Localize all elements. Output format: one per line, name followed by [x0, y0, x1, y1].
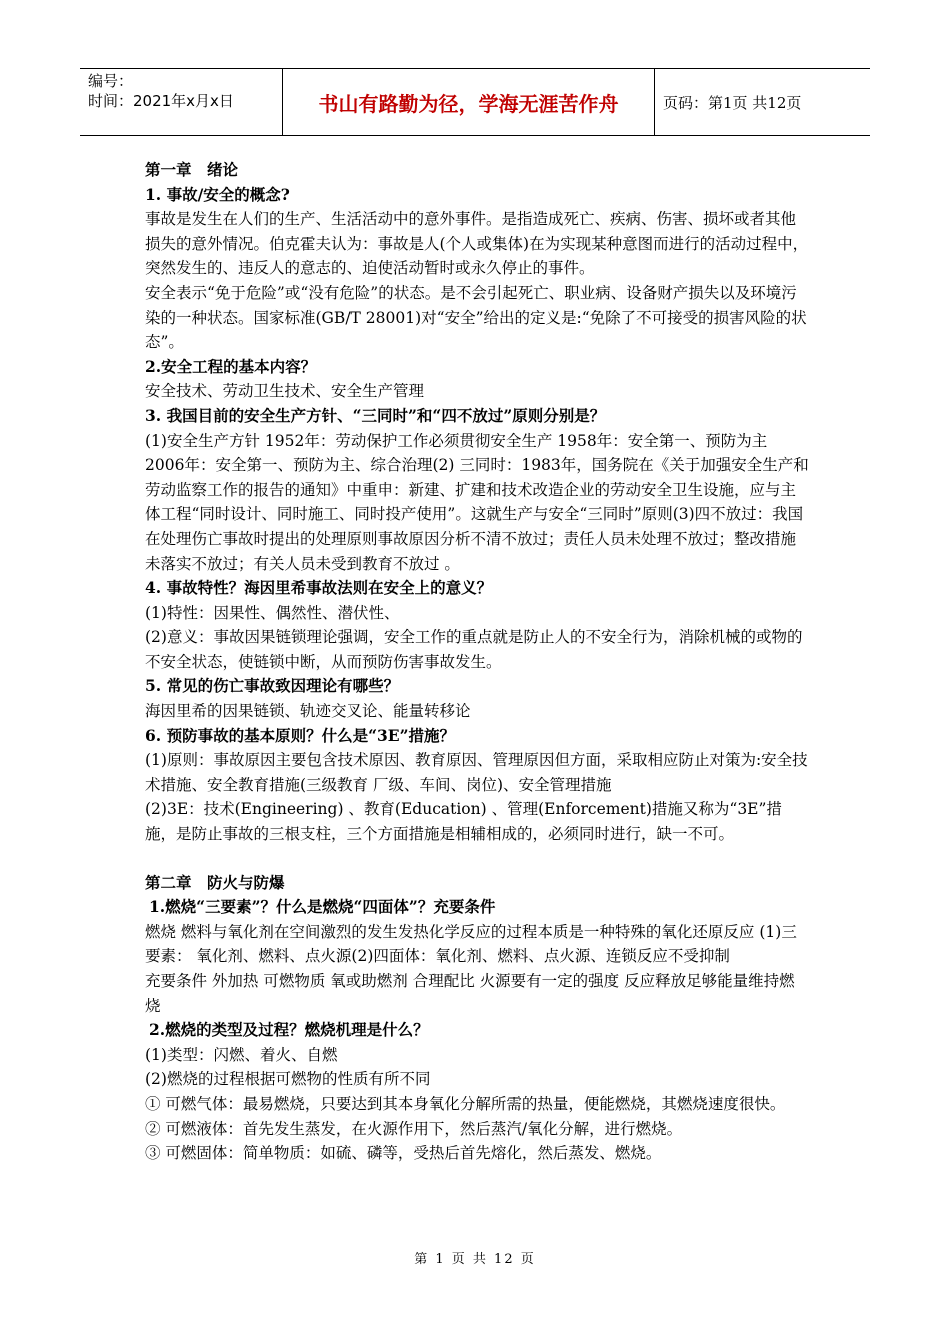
body-paragraph: (1)特性：因果性、偶然性、潜伏性、: [145, 603, 400, 622]
body-paragraph: (2)意义：事故因果链锁理论强调，安全工作的重点就是防止人的不安全行为，消除机械的或物的不安全状态，使链锁中断，从而预防伤害事故发生。: [145, 628, 803, 671]
body-paragraph: (1)原则：事故原因主要包含技术原因、教育原因、管理原因但方面，采取相应防止对策为:安全技术措施、安全教育措施(三级教育 厂级、车间、岗位)、安全管理措施: [145, 751, 808, 794]
header-meta: [80, 69, 283, 135]
paragraph-gap: [145, 847, 810, 871]
section-heading: 5. 常见的伤亡事故致因理论有哪些？: [145, 676, 400, 696]
page-header: [80, 68, 870, 136]
section-heading: 4. 事故特性？海因里希事故法则在安全上的意义？: [145, 578, 493, 598]
page-footer: 第 1 页 共 12 页: [414, 1252, 536, 1267]
body-paragraph: 事故是发生在人们的生产、生活活动中的意外事件。是指造成死亡、疾病、伤害、损坏或者其他损失的意外情况。伯克霍夫认为：事故是人(个人或集体)在为实现某种意图而进行的活动过程中，突然发生的、违反人的意志的、迫使活动暂时或永久停止的事件。: [145, 210, 809, 278]
body-paragraph: (2)燃烧的过程根据可燃物的性质有所不同: [145, 1070, 431, 1089]
body-paragraph: 安全表示“免于危险”或“没有危险”的状态。是不会引起死亡、职业病、设备财产损失以及环境污染的一种状态。国家标准(GB/T 28001)对“安全”给出的定义是:“免除了不可接受的损害风险的状态”。: [145, 283, 807, 352]
header-motto: 书山有路勤为径，学海无涯苦作舟: [283, 69, 655, 135]
section-heading: 2.燃烧的类型及过程？燃烧机理是什么？: [149, 1020, 429, 1040]
body-paragraph: ③ 可燃固体：简单物质：如硫、磷等，受热后首先熔化，然后蒸发、燃烧。: [145, 1144, 662, 1163]
body-paragraph: 安全技术、劳动卫生技术、安全生产管理: [145, 382, 425, 401]
section-heading: 1.燃烧“三要素”？什么是燃烧“四面体”？充要条件: [149, 897, 496, 917]
body-paragraph: 充要条件 外加热 可燃物质 氧或助燃剂 合理配比 火源要有一定的强度 反应释放足够能量维持燃烧: [145, 972, 795, 1015]
body-paragraph: ① 可燃气体：最易燃烧，只要达到其本身氧化分解所需的热量，便能燃烧，其燃烧速度很快。: [145, 1094, 786, 1113]
body-paragraph: 燃烧 燃料与氧化剂在空间激烈的发生发热化学反应的过程本质是一种特殊的氧化还原反应 (1)三要素： 氧化剂、燃料、点火源(2)四面体：氧化剂、燃料、点火源、连锁反应不受抑制: [145, 922, 797, 966]
section-heading: 2.安全工程的基本内容？: [145, 356, 317, 376]
document-body: [145, 158, 810, 1166]
body-paragraph: (1)类型：闪燃、着火、自燃: [145, 1045, 338, 1064]
section-heading: 1. 事故/安全的概念?: [145, 184, 290, 204]
body-paragraph: 海因里希的因果链锁、轨迹交叉论、能量转移论: [145, 702, 471, 721]
section-heading: 3. 我国目前的安全生产方针、“三同时”和“四不放过”原则分别是？: [145, 405, 606, 425]
body-paragraph: ② 可燃液体：首先发生蒸发，在火源作用下，然后蒸汽/氧化分解，进行燃烧。: [145, 1119, 683, 1138]
section-heading: 第二章 防火与防爆: [145, 872, 285, 892]
document-number: 编号：: [88, 72, 134, 90]
body-paragraph: (2)3E：技术(Engineering) 、教育(Education) 、管理(Enforcement)措施又称为“3E”措施，是防止事故的三根支柱，三个方面措施是相辅相成的，必须同时进行，缺一不可。: [145, 800, 782, 844]
section-heading: 6. 预防事故的基本原则？什么是“3E”措施？: [145, 725, 456, 745]
header-page-code: 页码：第1页 共12页: [663, 93, 802, 112]
section-heading: 第一章 绪论: [145, 160, 239, 179]
body-paragraph: (1)安全生产方针 1952年：劳动保护工作必须贯彻安全生产 1958年：安全第一、预防为主 2006年：安全第一、预防为主、综合治理(2) 三同时：1983年，国务院在《关于加强安全生产和劳动监察工作的报告的通知》中重申：新建、扩建和技术改造企业的劳动安全卫生设施，应与主体工程“同时设计、同时施工、同时投产使用”。这就生产与安全“三同时”原则(3)四不放过：我国在处理伤亡事故时提出的处理原则事故原因分析不清不放过；责任人员未处理不放过；整改措施未落实不放过；有关人员未受到教育不放过 。: [145, 431, 809, 573]
document-date: 时间：2021年x月x日: [88, 92, 234, 110]
